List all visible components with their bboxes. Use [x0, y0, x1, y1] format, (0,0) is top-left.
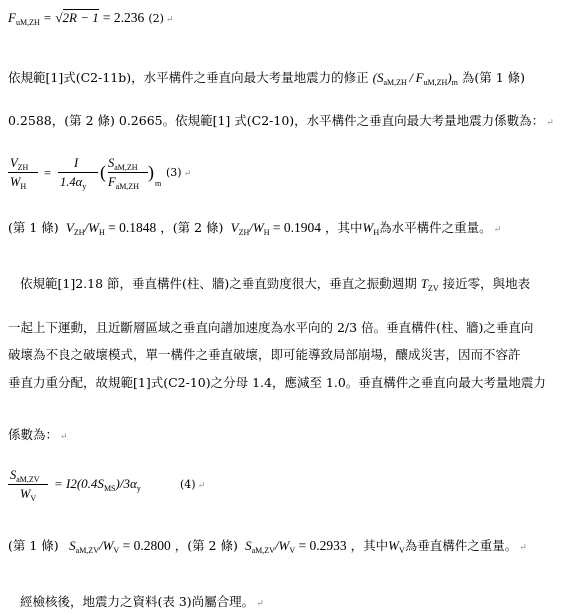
paragraph-mark-icon: ↵: [546, 118, 554, 128]
fraction-bar: [108, 172, 148, 173]
equation-2: $F_{uM,ZH} = √2R - 1 = 2.236$ (2) ↵: [8, 10, 174, 27]
eq4-result-line: (第 1 條) $S_{aM,ZV}/W_V = 0.2800$ ，(第 2 條) $S_{aM,ZV}/W_V = 0.2933$ ，其中$W_V$為垂直構件之重量。 ↵: [8, 538, 527, 555]
sqrt-sign: √: [55, 10, 63, 25]
fraction-bar: [8, 172, 38, 173]
fraction-bar: [58, 172, 98, 173]
equation-4: $S_{aM,ZV}$ $W_V$ = $I2(0.4S_{MS})/3\alpha_y$ (4) ↵: [10, 468, 206, 503]
paragraph-mark-icon: ↵: [183, 169, 192, 179]
equation-3: $V_{ZH}$ $W_H$ = I $1.4\alpha_y$ ( $S_{aM,ZH}$ $F_{aM,ZH}$ ) $_m$ (3) ↵: [10, 156, 192, 191]
para1-line1: 依規範[1]式(C2-11b)，水平構件之垂直向最大考量地震力的修正 $(S_{aM,ZH} / F_{uM,ZH})_m$ 為(第 1 條): [8, 70, 526, 87]
paragraph-mark-icon: ↵: [197, 481, 206, 491]
paragraph-mark-icon: ↵: [256, 599, 264, 609]
closing-line: 經檢核後，地震力之資料(表 3)尚屬合理。 ↵: [20, 594, 264, 609]
eq3-result-line: (第 1 條) $V_{ZH}/W_H = 0.1848$ ，(第 2 條) $V_{ZH}/W_H = 0.1904$ ，其中$W_H$為水平構件之重量。 ↵: [8, 220, 502, 237]
paragraph-mark-icon: ↵: [519, 543, 527, 553]
fraction-bar: [8, 484, 48, 485]
paragraph-mark-icon: ↵: [493, 225, 502, 235]
para2-line1: 依規範[1]2.18 節，垂直構件(柱、牆)之垂直勁度很大，垂直之振動週期 $T_{ZV}$ 接近零，與地表: [20, 276, 531, 293]
paragraph-mark-icon: ↵: [165, 15, 174, 25]
para2-line2: 一起上下運動，且近斷層區域之垂直向譜加速度為水平向的 2/3 倍。垂直構件(柱、牆)之垂直向: [8, 320, 534, 335]
para1-line2: 0.2588，(第 2 條) 0.2665。依規範[1] 式(C2-10)，水平構件之垂直向最大考量地震力係數為： ↵: [8, 113, 554, 128]
paragraph-mark-icon: ↵: [60, 432, 68, 442]
para2-line4: 垂直力重分配，故規範[1]式(C2-10)之分母 1.4，應減至 1.0。垂直構件之垂直向最大考量地震力: [8, 375, 546, 390]
para2-line5: 係數為： ↵: [8, 427, 68, 442]
para2-line3: 破壞為不良之破壞模式，單一構件之垂直破壞，即可能導致局部崩場，釀成災害，因而不容許: [8, 347, 521, 362]
